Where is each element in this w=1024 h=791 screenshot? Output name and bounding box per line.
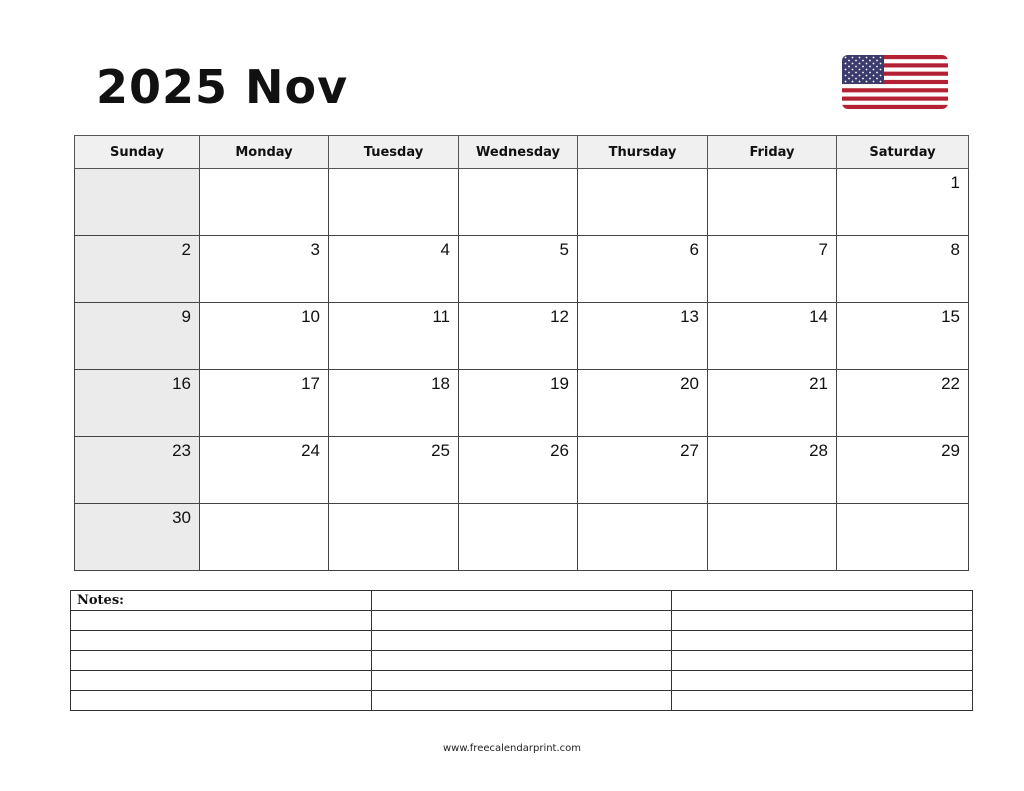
day-cell[interactable] [75,437,200,504]
day-number: 23 [172,441,191,460]
day-number: 12 [550,307,569,326]
day-cell[interactable] [200,370,329,437]
day-number: 24 [301,441,320,460]
day-number: 7 [818,240,828,259]
day-number [837,504,968,508]
day-cell[interactable] [708,370,837,437]
day-number: 14 [809,307,828,326]
day-number: 16 [172,374,191,393]
day-number: 30 [172,508,191,527]
day-number [459,169,577,173]
day-cell[interactable] [459,370,578,437]
weekday-thursday: Thursday [578,136,708,169]
day-number [75,169,199,173]
day-cell[interactable] [708,303,837,370]
day-number: 1 [950,173,960,192]
notes-cell[interactable] [672,631,973,651]
day-cell[interactable] [75,236,200,303]
day-number: 27 [680,441,699,460]
notes-cell[interactable] [372,611,672,631]
weekday-friday: Friday [708,136,837,169]
day-cell[interactable] [459,236,578,303]
notes-label: Notes: [71,591,372,611]
day-number: 25 [431,441,450,460]
day-cell[interactable] [200,437,329,504]
day-cell[interactable] [329,370,459,437]
day-number: 18 [431,374,450,393]
day-number: 9 [181,307,191,326]
day-number: 5 [559,240,569,259]
day-cell[interactable] [578,303,708,370]
day-number: 6 [689,240,699,259]
notes-row [71,651,973,671]
weekday-tuesday: Tuesday [329,136,459,169]
day-cell[interactable] [578,236,708,303]
day-cell[interactable] [837,303,969,370]
day-number: 10 [301,307,320,326]
notes-cell[interactable] [672,671,973,691]
empty-day-cell[interactable] [75,169,200,236]
empty-day-cell[interactable] [578,169,708,236]
notes-cell[interactable] [372,591,672,611]
notes-cell[interactable] [672,611,973,631]
day-cell[interactable] [329,303,459,370]
day-number: 11 [432,307,450,326]
notes-cell[interactable] [672,591,973,611]
day-cell[interactable] [837,437,969,504]
empty-day-cell[interactable] [708,504,837,571]
day-cell[interactable] [200,303,329,370]
empty-day-cell[interactable] [708,169,837,236]
empty-day-cell[interactable] [459,504,578,571]
calendar-week-row [75,370,969,437]
day-number [329,504,458,508]
empty-day-cell[interactable] [578,504,708,571]
notes-row [71,691,973,711]
day-number: 19 [550,374,569,393]
day-number [459,504,577,508]
calendar-week-row [75,437,969,504]
day-cell[interactable] [75,370,200,437]
day-cell[interactable] [200,236,329,303]
notes-cell[interactable] [71,631,372,651]
notes-cell[interactable] [372,631,672,651]
day-cell[interactable] [837,370,969,437]
day-number [708,169,836,173]
notes-cell[interactable] [672,691,973,711]
calendar-week-row [75,169,969,236]
day-number [200,504,328,508]
weekday-saturday: Saturday [837,136,969,169]
day-number [578,169,707,173]
us-flag-icon [842,55,948,109]
notes-cell[interactable] [372,671,672,691]
day-number: 26 [550,441,569,460]
notes-row [71,611,973,631]
calendar-week-row [75,236,969,303]
day-number: 8 [950,240,960,259]
notes-row [71,671,973,691]
weekday-sunday: Sunday [75,136,200,169]
calendar-grid [74,135,969,571]
day-cell[interactable] [459,437,578,504]
notes-row [71,591,973,611]
day-number [200,169,328,173]
empty-day-cell[interactable] [200,169,329,236]
day-number [578,504,707,508]
day-number: 28 [809,441,828,460]
day-cell[interactable] [329,437,459,504]
day-number: 2 [181,240,191,259]
notes-table [70,590,973,711]
notes-cell[interactable] [71,691,372,711]
page-title: 2025 Nov [96,60,349,114]
day-number [329,169,458,173]
notes-row [71,631,973,651]
notes-cell[interactable] [372,651,672,671]
empty-day-cell[interactable] [329,504,459,571]
notes-cell[interactable] [372,691,672,711]
weekday-header-row [75,136,969,169]
day-cell[interactable] [708,236,837,303]
day-number [708,504,836,508]
notes-cell[interactable] [672,651,973,671]
notes-cell[interactable] [71,651,372,671]
footer-url[interactable]: www.freecalendarprint.com [442,743,582,754]
day-number: 21 [809,374,828,393]
day-cell[interactable] [329,236,459,303]
notes-cell[interactable] [71,671,372,691]
weekday-wednesday: Wednesday [459,136,578,169]
calendar-week-row [75,504,969,571]
day-cell[interactable] [75,303,200,370]
day-cell[interactable] [837,236,969,303]
empty-day-cell[interactable] [200,504,329,571]
day-number: 22 [941,374,960,393]
empty-day-cell[interactable] [329,169,459,236]
day-cell[interactable] [459,303,578,370]
day-number: 4 [440,240,450,259]
day-cell[interactable] [578,370,708,437]
day-cell[interactable] [708,437,837,504]
day-number: 13 [680,307,699,326]
calendar-week-row [75,303,969,370]
day-number: 20 [680,374,699,393]
day-number: 29 [941,441,960,460]
day-number: 3 [310,240,320,259]
empty-day-cell[interactable] [459,169,578,236]
weekday-monday: Monday [200,136,329,169]
day-cell[interactable] [75,504,200,571]
day-cell[interactable] [837,169,969,236]
empty-day-cell[interactable] [837,504,969,571]
day-number: 15 [941,307,960,326]
day-number: 17 [301,374,320,393]
notes-cell[interactable] [71,611,372,631]
day-cell[interactable] [578,437,708,504]
